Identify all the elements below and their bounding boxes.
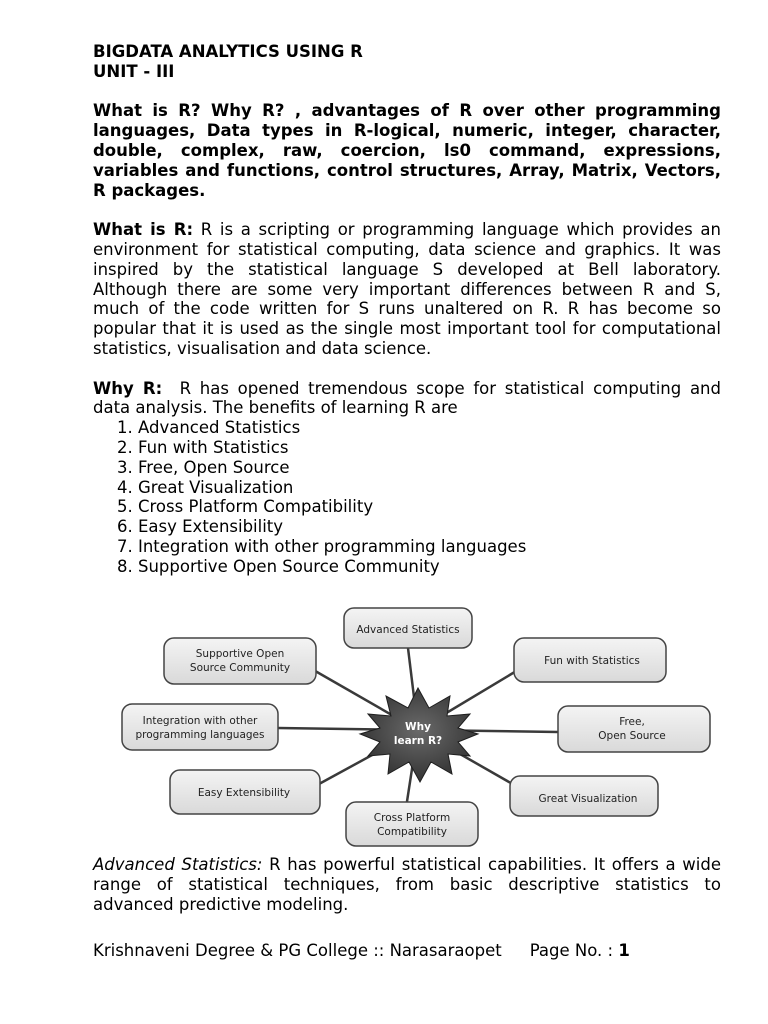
benefit-item: 8. Supportive Open Source Community (117, 556, 440, 576)
bubble-free-open-source (558, 706, 710, 752)
why-r-text: R has opened tremendous scope for statistical computing and data analysis. The benefits of learning R are (93, 378, 727, 418)
svg-text:Integration with other: Integration with other (142, 715, 258, 727)
syllabus-paragraph: What is R? Why R? , advantages of R over other programming languages, Data types in R-logical, numeric, integer, character, double, complex, raw, coercion, ls0 command, expressions, variables and functions, control structures, Array, Matrix, Vectors, R packages. (93, 101, 721, 200)
footer-page-number: 1 (618, 941, 630, 960)
what-is-r-text: R is a scripting or programming language which provides an environment for statistical computing, data science and graphics. It was inspired by the statistical language S developed at Bell laboratory. Although there are some very important differences between R and S, much of the code written for S runs unaltered on R. R has become so popular that it is used as the single most important tool for computational statistics, visualisation and data science. (93, 220, 721, 358)
svg-text:Fun with Statistics: Fun with Statistics (544, 655, 640, 667)
svg-text:learn R?: learn R? (393, 735, 443, 747)
svg-text:Why: Why (405, 721, 431, 733)
svg-text:Advanced Statistics: Advanced Statistics (356, 624, 460, 636)
bubble-fun-with-statistics (514, 638, 666, 682)
benefit-item: 4. Great Visualization (117, 477, 294, 497)
why-learn-r-diagram (118, 604, 718, 850)
bubble-advanced-statistics (344, 608, 472, 648)
unit-title: UNIT - III (93, 61, 175, 81)
svg-text:Compatibility: Compatibility (377, 826, 447, 838)
svg-text:Source Community: Source Community (189, 662, 291, 674)
benefit-item: 3. Free, Open Source (117, 457, 290, 477)
svg-text:Great Visualization: Great Visualization (538, 793, 638, 805)
what-is-r-paragraph (93, 220, 721, 359)
svg-text:Open Source: Open Source (598, 730, 666, 742)
why-r-label: Why R: (93, 378, 163, 398)
benefits-list (93, 418, 721, 576)
bubble-supportive-community (164, 638, 316, 684)
page-body (93, 42, 727, 577)
advanced-statistics-section (93, 855, 721, 914)
benefit-item: 5. Cross Platform Compatibility (117, 497, 374, 517)
advanced-statistics-label: Advanced Statistics: (93, 855, 263, 874)
benefit-item: 7. Integration with other programming languages (117, 536, 527, 556)
svg-text:Easy Extensibility: Easy Extensibility (197, 787, 291, 799)
svg-text:Cross Platform: Cross Platform (373, 812, 451, 824)
svg-text:programming languages: programming languages (135, 729, 265, 741)
why-r-paragraph (93, 378, 727, 419)
footer-page-label: Page No. : (529, 941, 619, 960)
bubble-easy-extensibility (170, 770, 320, 814)
bubble-integration (122, 704, 278, 750)
advanced-statistics-text: R has powerful statistical capabilities. It offers a wide range of statistical techniques, from basic descriptive statistics to advanced predictive modeling. (93, 855, 721, 914)
advanced-statistics-paragraph (93, 855, 721, 914)
benefit-item: 2. Fun with Statistics (117, 437, 289, 457)
page-footer (93, 941, 721, 961)
course-title: BIGDATA ANALYTICS USING R (93, 42, 363, 61)
footer-college: Krishnaveni Degree & PG College :: Narasaraopet (93, 941, 502, 960)
what-is-r-label: What is R: (93, 220, 194, 240)
benefit-item: 6. Easy Extensibility (117, 517, 284, 537)
bubble-cross-platform (346, 802, 478, 846)
svg-text:Supportive Open: Supportive Open (195, 648, 285, 660)
benefit-item: 1. Advanced Statistics (117, 418, 301, 438)
svg-text:Free,: Free, (619, 716, 645, 728)
bubble-great-visualization (510, 776, 658, 816)
center-starburst (360, 688, 478, 782)
